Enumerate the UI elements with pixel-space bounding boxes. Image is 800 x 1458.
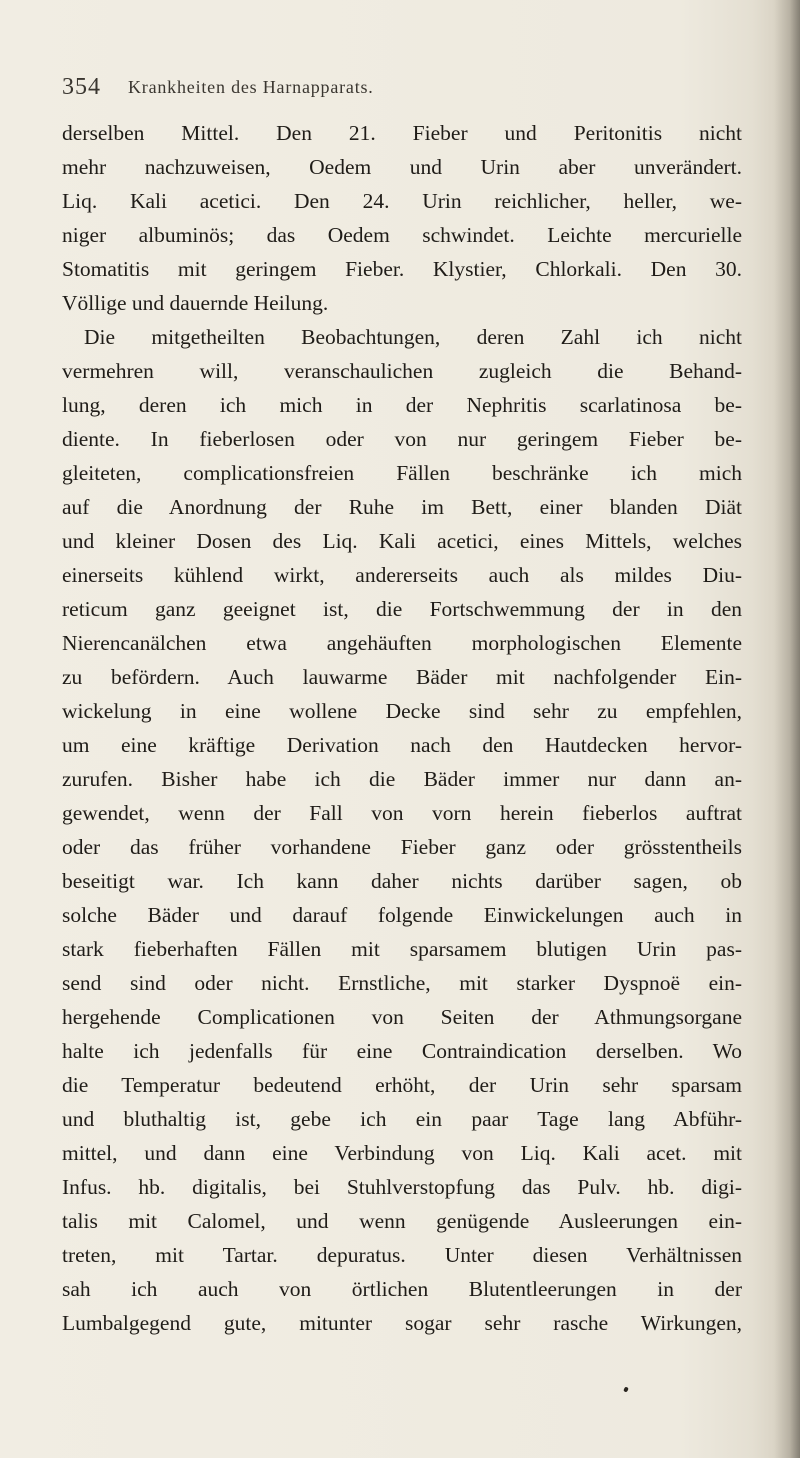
text-line: hergehende Complicationen von Seiten der Athmungsorgane bbox=[62, 1005, 742, 1029]
text-line: beseitigt war. Ich kann daher nichts darüber sagen, ob bbox=[62, 869, 742, 893]
text-line: sah ich auch von örtlichen Blutentleerungen in der bbox=[62, 1277, 742, 1301]
text-line: und bluthaltig ist, gebe ich ein paar Tage lang Abführ- bbox=[62, 1107, 742, 1131]
text-line: niger albuminös; das Oedem schwindet. Leichte mercurielle bbox=[62, 223, 742, 247]
text-line: Die mitgetheilten Beobachtungen, deren Zahl ich nicht bbox=[84, 325, 742, 349]
page-number: 354 bbox=[62, 74, 101, 100]
text-line: einerseits kühlend wirkt, andererseits auch als mildes Diu- bbox=[62, 563, 742, 587]
page-edge-shadow bbox=[774, 0, 800, 1458]
text-line: gleiteten, complicationsfreien Fällen beschränke ich mich bbox=[62, 461, 742, 485]
text-line: mehr nachzuweisen, Oedem und Urin aber unverändert. bbox=[62, 155, 742, 179]
text-line: vermehren will, veranschaulichen zugleich die Behand- bbox=[62, 359, 742, 383]
text-line: oder das früher vorhandene Fieber ganz oder grösstentheils bbox=[62, 835, 742, 859]
text-line: send sind oder nicht. Ernstliche, mit starker Dyspnoë ein- bbox=[62, 971, 742, 995]
text-line: talis mit Calomel, und wenn genügende Ausleerungen ein- bbox=[62, 1209, 742, 1233]
text-line: treten, mit Tartar. depuratus. Unter diesen Verhältnissen bbox=[62, 1243, 742, 1267]
text-line: um eine kräftige Derivation nach den Hautdecken hervor- bbox=[62, 733, 742, 757]
text-line: solche Bäder und darauf folgende Einwickelungen auch in bbox=[62, 903, 742, 927]
text-line: Infus. hb. digitalis, bei Stuhlverstopfung das Pulv. hb. digi- bbox=[62, 1175, 742, 1199]
text-line: Völlige und dauernde Heilung. bbox=[62, 291, 329, 315]
text-line: lung, deren ich mich in der Nephritis scarlatinosa be- bbox=[62, 393, 742, 417]
text-line: und kleiner Dosen des Liq. Kali acetici, eines Mittels, welches bbox=[62, 529, 742, 553]
text-line: diente. In fieberlosen oder von nur geringem Fieber be- bbox=[62, 427, 742, 451]
text-line: wickelung in eine wollene Decke sind sehr zu empfehlen, bbox=[62, 699, 742, 723]
text-line: Stomatitis mit geringem Fieber. Klystier, Chlorkali. Den 30. bbox=[62, 257, 742, 281]
text-line: auf die Anordnung der Ruhe im Bett, einer blanden Diät bbox=[62, 495, 742, 519]
running-head: Krankheiten des Harnapparats. bbox=[128, 77, 374, 97]
ink-speck bbox=[623, 1386, 629, 1392]
text-line: derselben Mittel. Den 21. Fieber und Peritonitis nicht bbox=[62, 121, 742, 145]
text-line: die Temperatur bedeutend erhöht, der Urin sehr sparsam bbox=[62, 1073, 742, 1097]
text-line: Liq. Kali acetici. Den 24. Urin reichlicher, heller, we- bbox=[62, 189, 742, 213]
text-line: gewendet, wenn der Fall von vorn herein fieberlos auftrat bbox=[62, 801, 742, 825]
page-header bbox=[62, 74, 742, 114]
text-line: reticum ganz geeignet ist, die Fortschwemmung der in den bbox=[62, 597, 742, 621]
text-line: zurufen. Bisher habe ich die Bäder immer nur dann an- bbox=[62, 767, 742, 791]
text-line: stark fieberhaften Fällen mit sparsamem blutigen Urin pas- bbox=[62, 937, 742, 961]
text-line: mittel, und dann eine Verbindung von Liq. Kali acet. mit bbox=[62, 1141, 742, 1165]
body-text bbox=[62, 116, 742, 1340]
text-line: halte ich jedenfalls für eine Contraindication derselben. Wo bbox=[62, 1039, 742, 1063]
text-line: Lumbalgegend gute, mitunter sogar sehr rasche Wirkungen, bbox=[62, 1311, 742, 1335]
text-line: Nierencanälchen etwa angehäuften morphologischen Elemente bbox=[62, 631, 742, 655]
text-line: zu befördern. Auch lauwarme Bäder mit nachfolgender Ein- bbox=[62, 665, 742, 689]
